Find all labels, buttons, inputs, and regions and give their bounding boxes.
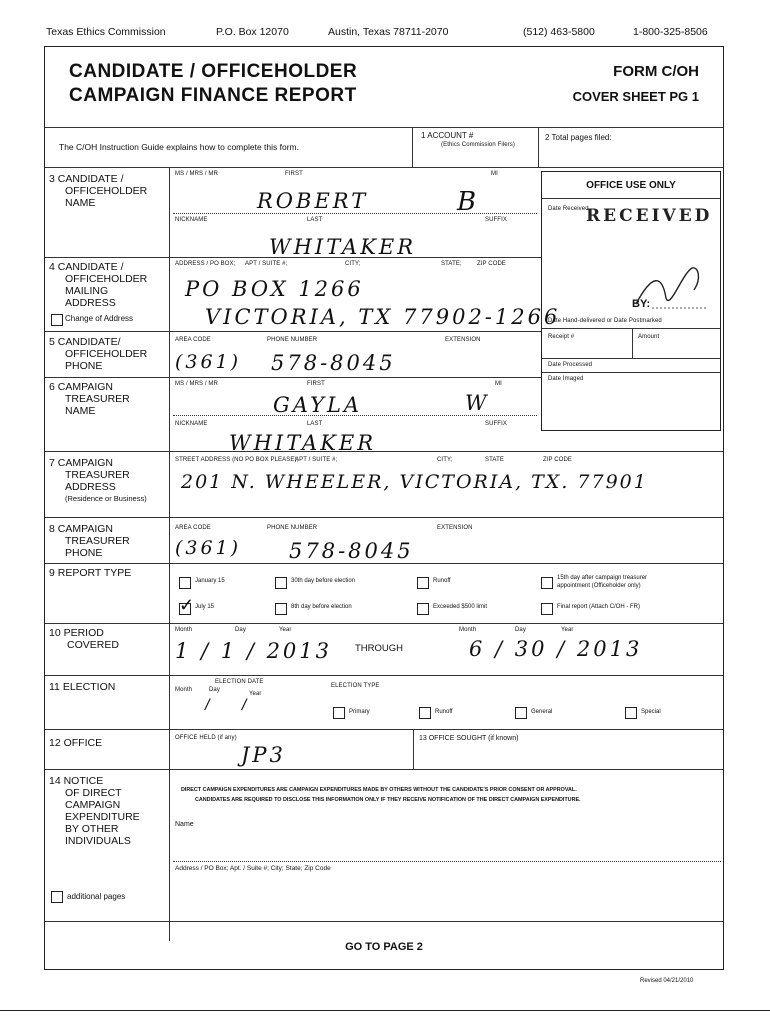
section-5-line2: OFFICEHOLDER bbox=[65, 348, 148, 360]
divider bbox=[45, 729, 723, 730]
section-8-line2: TREASURER bbox=[65, 535, 130, 547]
section-9: 9 REPORT TYPE bbox=[49, 567, 132, 579]
section-4-line3: MAILING bbox=[65, 285, 109, 297]
report-type-runoff-checkbox[interactable] bbox=[417, 577, 429, 589]
state2-label: STATE bbox=[485, 457, 504, 463]
treasurer-nickname-label: NICKNAME bbox=[175, 421, 208, 427]
period-month2-label: Month bbox=[459, 627, 477, 633]
city-label: CITY; bbox=[345, 261, 361, 267]
treasurer-area-code-label: AREA CODE bbox=[175, 525, 211, 531]
section-6-line1: 6 CAMPAIGN bbox=[49, 381, 113, 393]
form-id: FORM C/OH bbox=[613, 63, 699, 80]
first-label: FIRST bbox=[285, 171, 303, 177]
period-month-label: Month bbox=[175, 627, 193, 633]
phone-number-label: PHONE NUMBER bbox=[267, 337, 318, 343]
treasurer-first-name[interactable]: GAYLA bbox=[273, 393, 363, 417]
report-type-30day-checkbox[interactable] bbox=[275, 577, 287, 589]
divider bbox=[45, 517, 723, 518]
office-sought-label: 13 OFFICE SOUGHT (if known) bbox=[419, 735, 519, 742]
report-type-15day-after-label: 15th day after campaign treasurer bbox=[557, 575, 648, 581]
report-type-final-checkbox[interactable] bbox=[541, 603, 553, 615]
divider bbox=[542, 198, 720, 199]
divider bbox=[632, 328, 633, 358]
divider bbox=[45, 769, 723, 770]
section-3-line1: 3 CANDIDATE / bbox=[49, 173, 124, 185]
office-use-title: OFFICE USE ONLY bbox=[586, 180, 676, 191]
notice-address-label: Address / PO Box; Apt. / Suite #; City; State; Zip Code bbox=[175, 865, 331, 872]
date-processed-label: Date Processed bbox=[548, 362, 593, 368]
extension-label: EXTENSION bbox=[445, 337, 481, 343]
revised-date: Revised 04/21/2010 bbox=[640, 978, 694, 984]
period-from[interactable]: 1 / 1 / 2013 bbox=[175, 639, 333, 663]
election-special-checkbox[interactable] bbox=[625, 707, 637, 719]
by-label: BY: bbox=[632, 298, 651, 310]
candidate-first-name[interactable]: ROBERT bbox=[257, 189, 369, 213]
divider bbox=[45, 257, 541, 258]
office-use-box bbox=[541, 171, 721, 431]
treasurer-area-code[interactable]: (361) bbox=[175, 537, 242, 559]
election-date-label: ELECTION DATE bbox=[215, 679, 264, 685]
header-toll-free: 1-800-325-8506 bbox=[633, 26, 708, 38]
header-po-box: P.O. Box 12070 bbox=[216, 26, 289, 38]
report-type-final-label: Final report (Attach C/OH - FR) bbox=[557, 604, 641, 610]
report-type-jan15-checkbox[interactable] bbox=[179, 577, 191, 589]
through-label: THROUGH bbox=[355, 643, 404, 654]
treasurer-first-label: FIRST bbox=[307, 381, 325, 387]
jul15-check-mark: ✓ bbox=[179, 595, 195, 616]
campaign-finance-form bbox=[44, 46, 724, 970]
section-4-line2: OFFICEHOLDER bbox=[65, 273, 148, 285]
additional-pages-label: additional pages bbox=[67, 892, 126, 901]
mailing-address-line2[interactable]: VICTORIA, TX 77902-1266 bbox=[205, 305, 561, 329]
section-12: 12 OFFICE bbox=[49, 737, 103, 749]
account-label: 1 ACCOUNT # bbox=[421, 131, 474, 140]
candidate-last-name[interactable]: WHITAKER bbox=[269, 235, 417, 259]
treasurer-last-name[interactable]: WHITAKER bbox=[229, 431, 377, 455]
go-to-page-2: GO TO PAGE 2 bbox=[345, 941, 423, 953]
section-7-line1: 7 CAMPAIGN bbox=[49, 457, 113, 469]
election-primary-label: Primary bbox=[349, 709, 370, 715]
section-7-line3: ADDRESS bbox=[65, 481, 116, 493]
election-runoff-label: Runoff bbox=[435, 709, 453, 715]
treasurer-ms-mrs-mr-label: MS / MRS / MR bbox=[175, 381, 218, 387]
treasurer-phone-label: PHONE NUMBER bbox=[267, 525, 318, 531]
period-to[interactable]: 6 / 30 / 2013 bbox=[469, 637, 643, 661]
zip2-label: ZIP CODE bbox=[543, 457, 573, 463]
date-hand-delivered-label: Date Hand-delivered or Date Postmarked bbox=[548, 318, 662, 324]
divider bbox=[45, 675, 723, 676]
form-title-line2: CAMPAIGN FINANCE REPORT bbox=[69, 85, 357, 106]
section-5-line3: PHONE bbox=[65, 360, 103, 372]
election-general-checkbox[interactable] bbox=[515, 707, 527, 719]
city2-label: CITY; bbox=[437, 457, 453, 463]
treasurer-suffix-label: SUFFIX bbox=[485, 421, 507, 427]
section-14-line6: INDIVIDUALS bbox=[65, 835, 131, 847]
signature-scribble bbox=[632, 264, 712, 314]
divider bbox=[412, 127, 413, 167]
section-14-line2: OF DIRECT bbox=[65, 787, 122, 799]
section-3-line2: OFFICEHOLDER bbox=[65, 185, 148, 197]
candidate-middle-initial[interactable]: B bbox=[457, 187, 480, 217]
section-7-line2: TREASURER bbox=[65, 469, 130, 481]
divider bbox=[45, 377, 541, 378]
date-imaged-label: Date Imaged bbox=[548, 376, 584, 382]
suffix-label: SUFFIX bbox=[485, 217, 507, 223]
section-7-sub: (Residence or Business) bbox=[65, 494, 147, 503]
section-14-line1: 14 NOTICE bbox=[49, 775, 104, 787]
header-org: Texas Ethics Commission bbox=[46, 26, 166, 38]
receipt-label: Receipt # bbox=[548, 334, 575, 340]
divider bbox=[542, 372, 720, 373]
section-8-line3: PHONE bbox=[65, 547, 103, 559]
election-special-label: Special bbox=[641, 709, 661, 715]
cover-sheet-label: COVER SHEET PG 1 bbox=[572, 89, 699, 104]
divider bbox=[45, 167, 723, 168]
report-type-8day-checkbox[interactable] bbox=[275, 603, 287, 615]
state-label: STATE; bbox=[441, 261, 462, 267]
change-of-address-label: Change of Address bbox=[65, 314, 134, 323]
treasurer-last-label: LAST bbox=[307, 421, 323, 427]
period-year-label: Year bbox=[279, 627, 292, 633]
notice-line1: DIRECT CAMPAIGN EXPENDITURES ARE CAMPAIGN EXPENDITURES MADE BY OTHERS WITHOUT THE CANDIDATE'S PRIOR CONSENT OR APPROVAL. bbox=[181, 787, 577, 793]
treasurer-address[interactable]: 201 N. WHEELER, VICTORIA, TX. 77901 bbox=[181, 471, 648, 493]
header-phone: (512) 463-5800 bbox=[523, 26, 595, 38]
divider bbox=[45, 921, 723, 922]
section-14-line4: EXPENDITURE bbox=[65, 811, 140, 823]
election-primary-checkbox[interactable] bbox=[333, 707, 345, 719]
mailing-address-line1[interactable]: PO BOX 1266 bbox=[185, 277, 364, 301]
election-general-label: General bbox=[531, 709, 553, 715]
divider bbox=[173, 213, 537, 214]
report-type-exceeded-checkbox[interactable] bbox=[417, 603, 429, 615]
report-type-15day-after-checkbox[interactable] bbox=[541, 577, 553, 589]
nickname-label: NICKNAME bbox=[175, 217, 208, 223]
notice-name-label: Name bbox=[175, 821, 194, 828]
report-type-jan15-label: January 15 bbox=[195, 578, 225, 584]
divider bbox=[0, 1010, 770, 1011]
section-4-line1: 4 CANDIDATE / bbox=[49, 261, 124, 273]
candidate-area-code[interactable]: (361) bbox=[175, 351, 242, 373]
report-type-30day-label: 30th day before election bbox=[291, 578, 356, 584]
section-5-line1: 5 CANDIDATE/ bbox=[49, 336, 121, 348]
report-type-jul15-label: July 15 bbox=[195, 604, 215, 610]
section-6-line2: TREASURER bbox=[65, 393, 130, 405]
section-11: 11 ELECTION bbox=[49, 681, 116, 693]
section-3-line3: NAME bbox=[65, 197, 96, 209]
divider bbox=[413, 729, 414, 769]
account-sub: (Ethics Commission Filers) bbox=[441, 142, 515, 148]
section-4-line4: ADDRESS bbox=[65, 297, 116, 309]
divider bbox=[45, 451, 723, 452]
notice-line2: CANDIDATES ARE REQUIRED TO DISCLOSE THIS INFORMATION ONLY IF THEY RECEIVE NOTIFICATION OF THE DIRECT CAMPAIGN EXPENDITURE. bbox=[195, 797, 581, 803]
received-stamp: RECEIVED bbox=[586, 206, 713, 226]
election-day-label: Day bbox=[209, 687, 220, 693]
divider bbox=[45, 623, 723, 624]
form-title-line1: CANDIDATE / OFFICEHOLDER bbox=[69, 61, 358, 82]
divider bbox=[45, 127, 723, 128]
mi-label: MI bbox=[491, 171, 498, 177]
divider bbox=[45, 331, 541, 332]
treasurer-extension-label: EXTENSION bbox=[437, 525, 473, 531]
section-10-line1: 10 PERIOD bbox=[49, 627, 104, 639]
apt-label: APT / SUITE #; bbox=[245, 261, 288, 267]
amount-label: Amount bbox=[638, 334, 660, 340]
office-held-label: OFFICE HELD (if any) bbox=[175, 735, 237, 741]
office-held-value[interactable]: JP3 bbox=[241, 743, 286, 767]
total-pages-label: 2 Total pages filed: bbox=[545, 133, 612, 142]
area-code-label: AREA CODE bbox=[175, 337, 211, 343]
period-day2-label: Day bbox=[515, 627, 526, 633]
change-of-address-checkbox[interactable] bbox=[51, 314, 63, 326]
election-date-blank[interactable]: / / bbox=[205, 697, 261, 714]
divider bbox=[538, 127, 539, 167]
election-runoff-checkbox[interactable] bbox=[419, 707, 431, 719]
divider bbox=[542, 358, 720, 359]
section-14-line5: BY OTHER bbox=[65, 823, 119, 835]
divider bbox=[173, 861, 721, 862]
section-14-line3: CAMPAIGN bbox=[65, 799, 121, 811]
election-month-label: Month bbox=[175, 687, 193, 693]
section-6-line3: NAME bbox=[65, 405, 96, 417]
treasurer-middle-initial[interactable]: W bbox=[465, 391, 490, 415]
street-label: STREET ADDRESS (NO PO BOX PLEASE); bbox=[175, 457, 299, 463]
zip-label: ZIP CODE bbox=[477, 261, 507, 267]
treasurer-phone[interactable]: 578-8045 bbox=[289, 539, 414, 563]
report-type-runoff-label: Runoff bbox=[433, 578, 451, 584]
election-year-label: Year bbox=[249, 691, 262, 697]
period-day-label: Day bbox=[235, 627, 246, 633]
divider bbox=[169, 167, 170, 941]
header-city: Austin, Texas 78711-2070 bbox=[328, 26, 449, 38]
ms-mrs-mr-label: MS / MRS / MR bbox=[175, 171, 218, 177]
treasurer-mi-label: MI bbox=[495, 381, 502, 387]
report-type-15day-after-label2: appointment (Officeholder only) bbox=[557, 583, 641, 589]
divider bbox=[542, 328, 720, 329]
additional-pages-checkbox[interactable] bbox=[51, 891, 63, 903]
candidate-phone[interactable]: 578-8045 bbox=[271, 351, 396, 375]
date-received-label: Date Received bbox=[548, 206, 589, 212]
guide-text: The C/OH Instruction Guide explains how to complete this form. bbox=[59, 142, 299, 152]
section-10-line2: COVERED bbox=[67, 639, 119, 651]
apt2-label: APT / SUITE #; bbox=[295, 457, 338, 463]
report-type-8day-label: 8th day before election bbox=[291, 604, 352, 610]
last-label: LAST bbox=[307, 217, 323, 223]
period-year2-label: Year bbox=[561, 627, 574, 633]
report-type-exceeded-label: Exceeded $500 limit bbox=[433, 604, 488, 610]
election-type-label: ELECTION TYPE bbox=[331, 683, 380, 689]
address-label: ADDRESS / PO BOX; bbox=[175, 261, 236, 267]
section-8-line1: 8 CAMPAIGN bbox=[49, 523, 113, 535]
divider bbox=[173, 415, 537, 416]
divider bbox=[45, 563, 723, 564]
